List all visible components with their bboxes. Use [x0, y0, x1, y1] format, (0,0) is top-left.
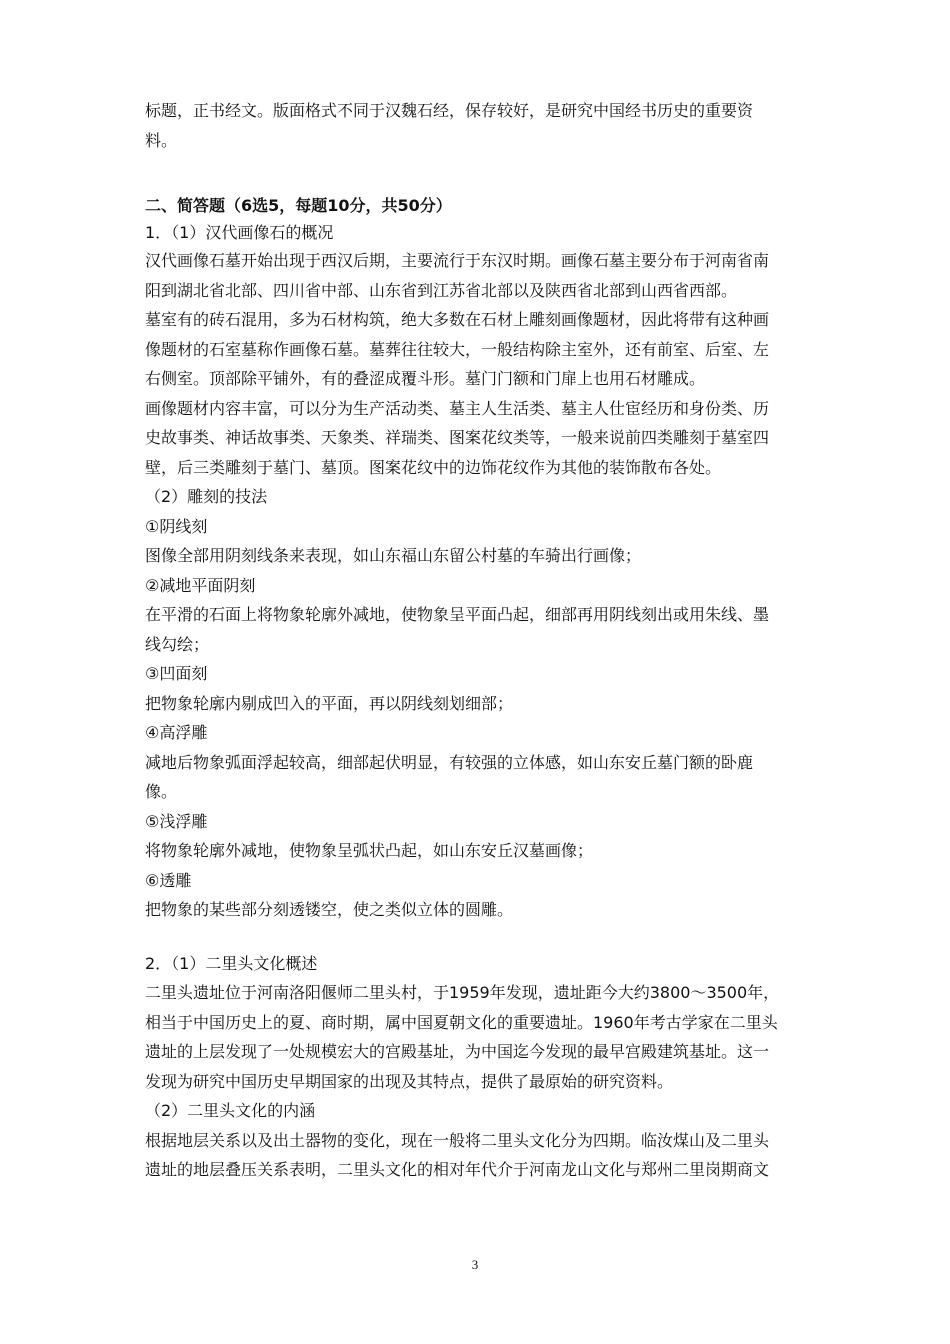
paragraph: [145, 978, 805, 1096]
text-line: 二里头遗址位于河南洛阳偃师二里头村，于1959年发现，遗址距今大约3800～3500年，: [145, 983, 780, 1002]
technique-name: ②减地平面阴刻: [145, 575, 256, 595]
text-line: 右侧室。顶部除平铺外，有的叠涩成覆斗形。墓门门额和门扉上也用石材雕成。: [145, 369, 706, 388]
text-line: 料。: [145, 130, 178, 150]
subsection-title: （2）二里头文化的内涵: [145, 1101, 316, 1120]
paragraph: [145, 246, 805, 305]
technique-item: [145, 718, 805, 807]
text-line: 壁，后三类雕刻于墓门、墓顶。图案花纹中的边饰花纹作为其他的装饰散布各处。: [145, 457, 722, 477]
question-2: [145, 949, 805, 1185]
technique-desc: 把物象的某些部分刻透镂空，使之类似立体的圆雕。: [145, 900, 514, 919]
text-line: 像题材的石室墓称作画像石墓。墓葬往往较大，一般结构除主室外，还有前室、后室、左: [145, 339, 770, 359]
question-1: [145, 220, 805, 925]
technique-desc: 线勾绘；: [145, 634, 210, 654]
technique-desc: 在平滑的石面上将物象轮廓外减地，使物象呈平面凸起，细部再用阴线刻出或用朱线、墨: [145, 605, 770, 624]
technique-name: ①阴线刻: [145, 516, 208, 536]
text-line: 阳到湖北省北部、四川省中部、山东省到江苏省北部以及陕西省北部到山西省西部。: [145, 280, 738, 300]
technique-name: ⑤浅浮雕: [145, 811, 208, 831]
text-line: 发现为研究中国历史早期国家的出现及其特点，提供了最原始的研究资料。: [145, 1071, 674, 1091]
text-line: 遗址的上层发现了一处规模宏大的宫殿基址，为中国迄今发现的最早宫殿建筑基址。这一: [145, 1042, 770, 1061]
technique-name: ④高浮雕: [145, 723, 208, 742]
paragraph: [145, 1126, 805, 1185]
technique-desc: 减地后物象弧面浮起较高，细部起伏明显，有较强的立体感，如山东安丘墓门额的卧鹿: [145, 752, 754, 772]
technique-item: [145, 571, 805, 660]
text-line: 墓室有的砖石混用，多为石材构筑，绝大多数在石材上雕刻画像题材，因此将带有这种画: [145, 310, 770, 329]
text-line: 相当于中国历史上的夏、商时期，属中国夏朝文化的重要遗址。1960年考古学家在二里头: [145, 1012, 778, 1032]
question-title: 2．（1）二里头文化概述: [145, 953, 318, 973]
paragraph: [145, 305, 805, 394]
text-line: 遗址的地层叠压关系表明，二里头文化的相对年代介于河南龙山文化与郑州二里岗期商文: [145, 1160, 770, 1179]
technique-name: ⑥透雕: [145, 870, 192, 890]
technique-desc: 像。: [145, 782, 178, 801]
text-line: 根据地层关系以及出土器物的变化，现在一般将二里头文化分为四期。临汝煤山及二里头: [145, 1130, 770, 1150]
technique-item: [145, 659, 805, 718]
intro-paragraph: [145, 96, 805, 155]
text-line: 汉代画像石墓开始出现于西汉后期，主要流行于东汉时期。画像石墓主要分布于河南省南: [145, 251, 770, 270]
section-heading: 二、简答题（6选5，每题10分，共50分）: [145, 196, 452, 215]
technique-item: [145, 512, 805, 571]
subsection-title: （2）雕刻的技法: [145, 487, 268, 506]
technique-desc: 图像全部用阴刻线条来表现，如山东福山东留公村墓的车骑出行画像；: [145, 546, 642, 565]
technique-item: [145, 807, 805, 866]
question-title: 1．（1）汉代画像石的概况: [145, 223, 334, 242]
technique-name: ③凹面刻: [145, 664, 208, 683]
text-line: 标题，正书经文。版面格式不同于汉魏石经，保存较好，是研究中国经书历史的重要资: [145, 101, 754, 120]
technique-desc: 把物象轮廓内剔成凹入的平面，再以阴线刻划细部；: [145, 693, 514, 713]
paragraph: [145, 394, 805, 483]
technique-desc: 将物象轮廓外减地，使物象呈弧状凸起，如山东安丘汉墓画像；: [145, 841, 594, 860]
technique-item: [145, 866, 805, 925]
text-line: 史故事类、神话故事类、天象类、祥瑞类、图案花纹类等，一般来说前四类雕刻于墓室四: [145, 428, 770, 447]
page-number: 3: [471, 1257, 479, 1272]
text-line: 画像题材内容丰富，可以分为生产活动类、墓主人生活类、墓主人仕宦经历和身份类、历: [145, 398, 770, 418]
page-content: [145, 96, 805, 1185]
